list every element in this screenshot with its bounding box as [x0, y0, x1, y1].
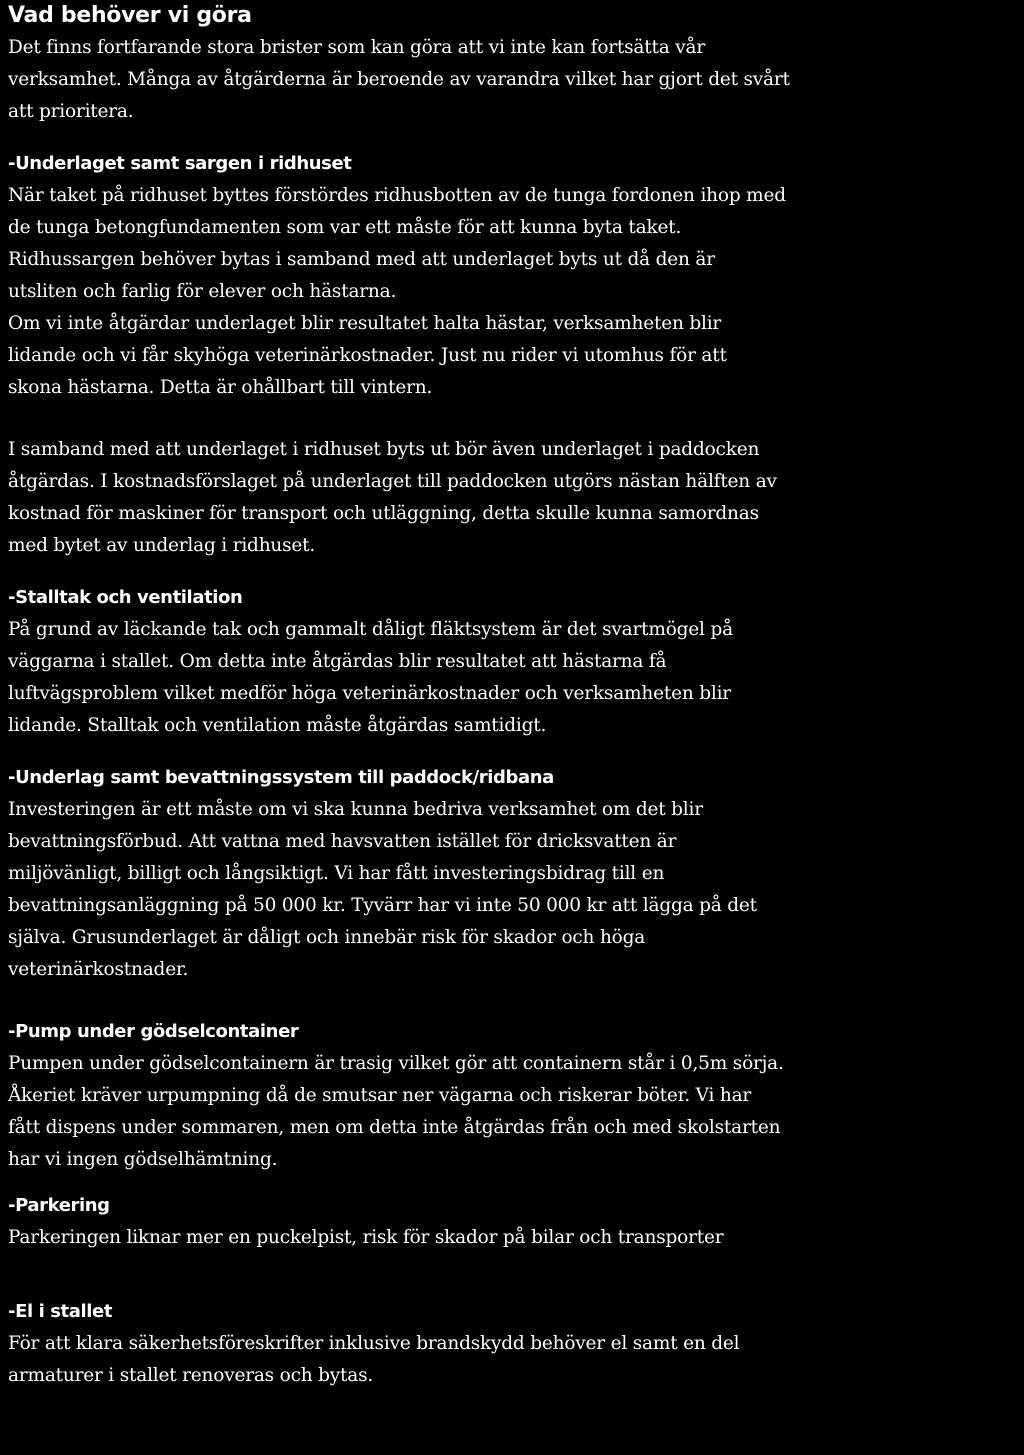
paragraph-line: lidande. Stalltak och ventilation måste åtgärdas samtidigt. — [8, 715, 547, 736]
section-paragraph — [8, 1222, 1020, 1254]
paragraph-line: Investeringen är ett måste om vi ska kunna bedriva verksamhet om det blir — [8, 799, 703, 820]
paragraph-line: verksamhet. Många av åtgärderna är beroende av varandra vilket har gjort det svårt — [8, 69, 790, 90]
paragraph-line: med bytet av underlag i ridhuset. — [8, 535, 316, 556]
section-heading: -El i stallet — [8, 1301, 113, 1322]
section-heading: -Underlag samt bevattningssystem till paddock/ridbana — [8, 767, 554, 788]
paragraph-line: de tunga betongfundamenten som var ett måste för att kunna byta taket. — [8, 217, 682, 238]
section-heading: -Stalltak och ventilation — [8, 587, 243, 608]
paragraph-line: fått dispens under sommaren, men om detta inte åtgärdas från och med skolstarten — [8, 1117, 781, 1138]
section-paragraph — [8, 434, 1020, 562]
paragraph-line: Pumpen under gödselcontainern är trasig vilket gör att containern står i 0,5m sörja. — [8, 1053, 784, 1074]
paragraph-line: Åkeriet kräver urpumpning då de smutsar ner vägarna och riskerar böter. Vi har — [8, 1085, 752, 1106]
paragraph-line: För att klara säkerhetsföreskrifter inklusive brandskydd behöver el samt en del — [8, 1333, 740, 1354]
paragraph-line: kostnad för maskiner för transport och utläggning, detta skulle kunna samordnas — [8, 503, 759, 524]
paragraph-line: Ridhussargen behöver bytas i samband med att underlaget byts ut då den är — [8, 249, 715, 270]
paragraph-line: Om vi inte åtgärdar underlaget blir resultatet halta hästar, verksamheten blir — [8, 313, 722, 334]
paragraph-line: att prioritera. — [8, 101, 134, 122]
paragraph-line: har vi ingen gödselhämtning. — [8, 1149, 278, 1170]
paragraph-line: åtgärdas. I kostnadsförslaget på underlaget till paddocken utgörs nästan hälften av — [8, 471, 777, 492]
paragraph-line: Det finns fortfarande stora brister som kan göra att vi inte kan fortsätta vår — [8, 37, 705, 58]
paragraph-line: bevattningsanläggning på 50 000 kr. Tyvärr har vi inte 50 000 kr att lägga på det — [8, 895, 757, 916]
section-heading: -Pump under gödselcontainer — [8, 1021, 299, 1042]
paragraph-line: miljövänligt, billigt och långsiktigt. Vi har fått investeringsbidrag till en — [8, 863, 665, 884]
section-parkering — [8, 1190, 1020, 1254]
section-paragraph — [8, 1048, 1020, 1176]
section-paragraph — [8, 794, 1020, 986]
paragraph-line: utsliten och farlig för elever och hästarna. — [8, 281, 397, 302]
section-paragraph — [8, 614, 1020, 742]
paragraph-line: På grund av läckande tak och gammalt dåligt fläktsystem är det svartmögel på — [8, 619, 733, 640]
paragraph-line: Parkeringen liknar mer en puckelpist, risk för skador på bilar och transporter — [8, 1227, 724, 1248]
paragraph-line: luftvägsproblem vilket medför höga veterinärkostnader och verksamheten blir — [8, 683, 731, 704]
section-paddock — [8, 762, 1020, 986]
section-stalltak — [8, 582, 1020, 742]
paragraph-line: lidande och vi får skyhöga veterinärkostnader. Just nu rider vi utomhus för att — [8, 345, 727, 366]
paragraph-line: armaturer i stallet renoveras och bytas. — [8, 1365, 374, 1386]
intro-paragraph — [8, 32, 1020, 128]
paragraph-line: bevattningsförbud. Att vattna med havsvatten istället för dricksvatten är — [8, 831, 677, 852]
section-paragraph — [8, 180, 1020, 404]
paragraph-line: skona hästarna. Detta är ohållbart till vintern. — [8, 377, 433, 398]
paragraph-line: I samband med att underlaget i ridhuset byts ut bör även underlaget i paddocken — [8, 439, 760, 460]
paragraph-line: veterinärkostnader. — [8, 959, 189, 980]
section-el — [8, 1296, 1020, 1392]
section-paragraph — [8, 1328, 1020, 1392]
paragraph-line: själva. Grusunderlaget är dåligt och innebär risk för skador och höga — [8, 927, 646, 948]
paragraph-line: väggarna i stallet. Om detta inte åtgärdas blir resultatet att hästarna få — [8, 651, 667, 672]
section-heading: -Underlaget samt sargen i ridhuset — [8, 153, 352, 174]
section-ridhus-underlag — [8, 148, 1020, 562]
section-pump — [8, 1016, 1020, 1176]
document-page — [8, 0, 1020, 1392]
paragraph-line: När taket på ridhuset byttes förstördes ridhusbotten av de tunga fordonen ihop med — [8, 185, 786, 206]
section-heading: -Parkering — [8, 1195, 110, 1216]
page-title: Vad behöver vi göra — [8, 3, 252, 28]
